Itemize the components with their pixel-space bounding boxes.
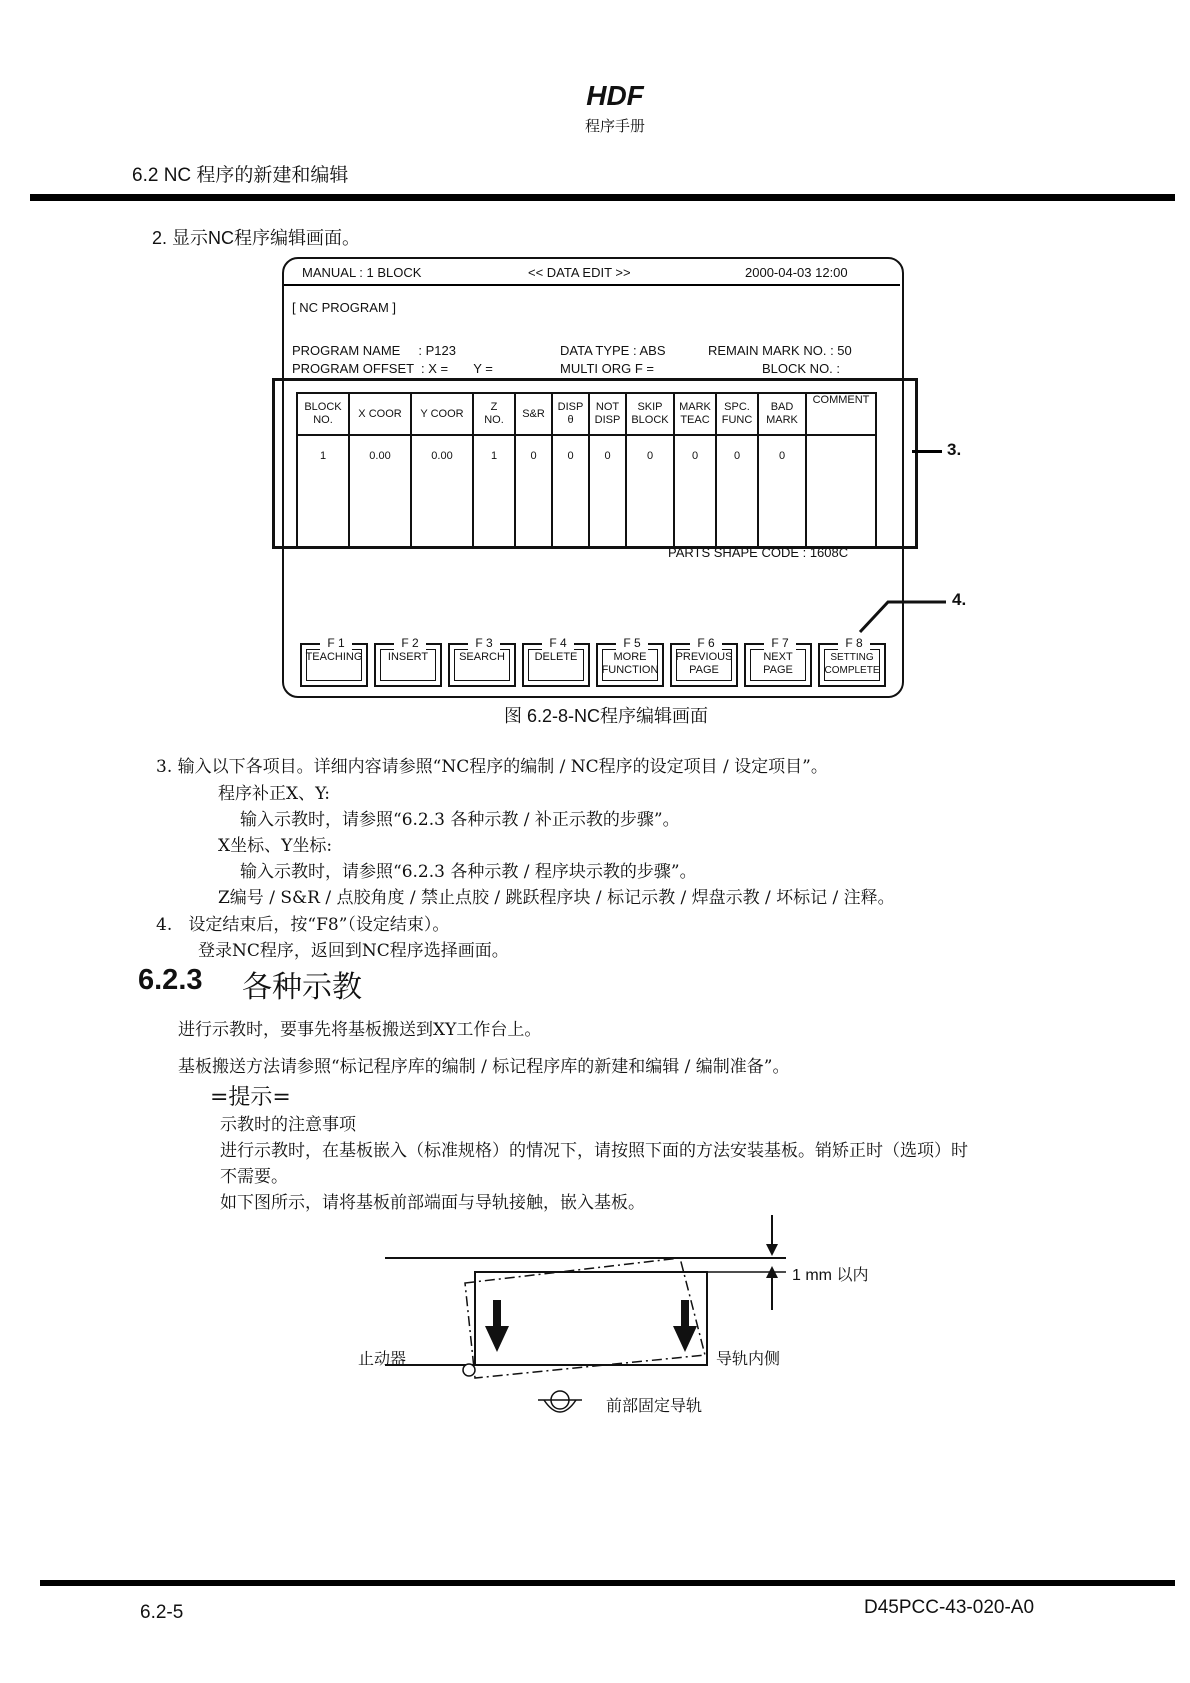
program-offset: PROGRAM OFFSET : X = Y = <box>292 361 493 376</box>
header-rule <box>30 194 1175 201</box>
col-header: BLOCK NO. <box>297 393 349 435</box>
document-code: D45PCC-43-020-A0 <box>864 1597 1035 1618</box>
table-cell <box>806 435 876 547</box>
hint-title: =提示= <box>210 1085 291 1110</box>
coord-title: X坐标、Y坐标: <box>218 836 333 856</box>
table-cell: 1 <box>473 435 515 547</box>
f1-key-label: TEACHING <box>305 651 363 663</box>
f3-key-id: F 3 <box>468 636 500 650</box>
f2-key-label: INSERT <box>387 651 429 663</box>
table-cell: 0 <box>758 435 806 547</box>
callout-4-leader <box>858 596 948 636</box>
f4-key-label: DELETE <box>534 651 578 663</box>
hint-line-1: 示教时的注意事项 <box>220 1115 356 1135</box>
block-no: BLOCK NO. : <box>762 361 841 376</box>
brand-title: HDF <box>586 80 644 111</box>
callout-3-label: 3. <box>947 440 962 459</box>
section-heading: 6.2 NC 程序的新建和编辑 <box>132 165 349 186</box>
table-cell: 0 <box>626 435 674 547</box>
table-cell: 0.00 <box>349 435 411 547</box>
multi-org: MULTI ORG F = <box>560 361 655 376</box>
col-header: BAD MARK <box>758 393 806 435</box>
table-cell: 0 <box>589 435 626 547</box>
f7-key-label: NEXT PAGE <box>763 651 793 676</box>
step-2: 2. 显示NC程序编辑画面。 <box>152 228 361 248</box>
screen-header-divider <box>284 284 900 286</box>
step-3: 3. 输入以下各项目。详细内容请参照“NC程序的编制 / NC程序的设定项目 / 设定项目”。 <box>156 757 828 777</box>
table-header-row <box>297 393 876 435</box>
table-cell: 1 <box>297 435 349 547</box>
step-4: 4. 设定结束后，按“F8”（设定结束）。 <box>156 915 450 935</box>
table-cell: 0 <box>716 435 758 547</box>
tolerance-label: 1 mm 以内 <box>792 1267 869 1284</box>
remain-mark: REMAIN MARK NO. : 50 <box>708 343 852 358</box>
subsection-number: 6.2.3 <box>138 964 203 996</box>
data-type: DATA TYPE : ABS <box>560 343 666 358</box>
col-header: Z NO. <box>473 393 515 435</box>
screen-mode: MANUAL : 1 BLOCK <box>302 265 422 280</box>
f6-key-id: F 6 <box>690 636 722 650</box>
f4-key-id: F 4 <box>542 636 574 650</box>
page-number: 6.2-5 <box>140 1602 184 1623</box>
coord-ref: 输入示教时，请参照“6.2.3 各种示教 / 程序块示教的步骤”。 <box>240 862 697 882</box>
screen-datetime: 2000-04-03 12:00 <box>745 265 848 280</box>
table-cell: 0 <box>552 435 589 547</box>
col-header: X COOR <box>349 393 411 435</box>
offset-title: 程序补正X、Y: <box>218 784 330 804</box>
f1-key-id: F 1 <box>320 636 352 650</box>
paragraph-2: 基板搬送方法请参照“标记程序库的编制 / 标记程序库的新建和编辑 / 编制准备”。 <box>178 1057 790 1077</box>
hint-line-2: 进行示教时，在基板嵌入（标准规格）的情况下，请按照下面的方法安装基板。销矫正时（选项）时 <box>220 1141 968 1161</box>
rail-inner-label: 导轨内侧 <box>716 1349 781 1368</box>
col-header: DISP θ <box>552 393 589 435</box>
f6-key-label: PREVIOUS PAGE <box>675 651 733 676</box>
hint-line-4: 如下图所示，请将基板前部端面与导轨接触，嵌入基板。 <box>220 1193 645 1213</box>
col-header: COMMENT <box>806 393 876 435</box>
parts-shape-code: PARTS SHAPE CODE : 1608C <box>668 545 849 560</box>
f8-key-id: F 8 <box>838 636 870 650</box>
table-cell: 0.00 <box>411 435 473 547</box>
board-insertion-diagram <box>350 1210 810 1430</box>
f7-key-id: F 7 <box>764 636 796 650</box>
footer-rule <box>40 1580 1175 1586</box>
screen-section-label: [ NC PROGRAM ] <box>292 300 397 315</box>
z-items: Z编号 / S&R / 点胶角度 / 禁止点胶 / 跳跃程序块 / 标记示教 / 焊盘示教 / 坏标记 / 注释。 <box>218 888 895 908</box>
col-header: SPC. FUNC <box>716 393 758 435</box>
callout-3-line <box>912 450 942 453</box>
stopper-label: 止动器 <box>358 1349 407 1368</box>
col-header: Y COOR <box>411 393 473 435</box>
f2-key-id: F 2 <box>394 636 426 650</box>
subsection-title: 各种示教 <box>242 970 362 1005</box>
figure-caption: 图 6.2-8-NC程序编辑画面 <box>504 706 709 726</box>
callout-4-label: 4. <box>952 590 967 609</box>
step-4-detail: 登录NC程序，返回到NC程序选择画面。 <box>198 941 509 961</box>
f8-key-label: SETTING COMPLETE <box>824 652 880 676</box>
f5-key-id: F 5 <box>616 636 648 650</box>
f3-key-label: SEARCH <box>459 651 505 663</box>
table-cell: 0 <box>674 435 716 547</box>
table-cell: 0 <box>515 435 552 547</box>
offset-ref: 输入示教时，请参照“6.2.3 各种示教 / 补正示教的步骤”。 <box>240 810 680 830</box>
col-header: S&R <box>515 393 552 435</box>
f5-key-label: MORE FUNCTION <box>601 651 659 676</box>
col-header: NOT DISP <box>589 393 626 435</box>
hint-line-3: 不需要。 <box>220 1167 288 1187</box>
program-name: PROGRAM NAME : P123 <box>292 343 456 358</box>
front-rail-label: 前部固定导轨 <box>606 1396 703 1415</box>
nc-program-table <box>296 392 877 548</box>
col-header: SKIP BLOCK <box>626 393 674 435</box>
table-row <box>297 435 876 547</box>
manual-subtitle: 程序手册 <box>584 117 645 135</box>
paragraph-1: 进行示教时，要事先将基板搬送到XY工作台上。 <box>178 1020 542 1040</box>
col-header: MARK TEAC <box>674 393 716 435</box>
screen-title: << DATA EDIT >> <box>528 265 631 280</box>
